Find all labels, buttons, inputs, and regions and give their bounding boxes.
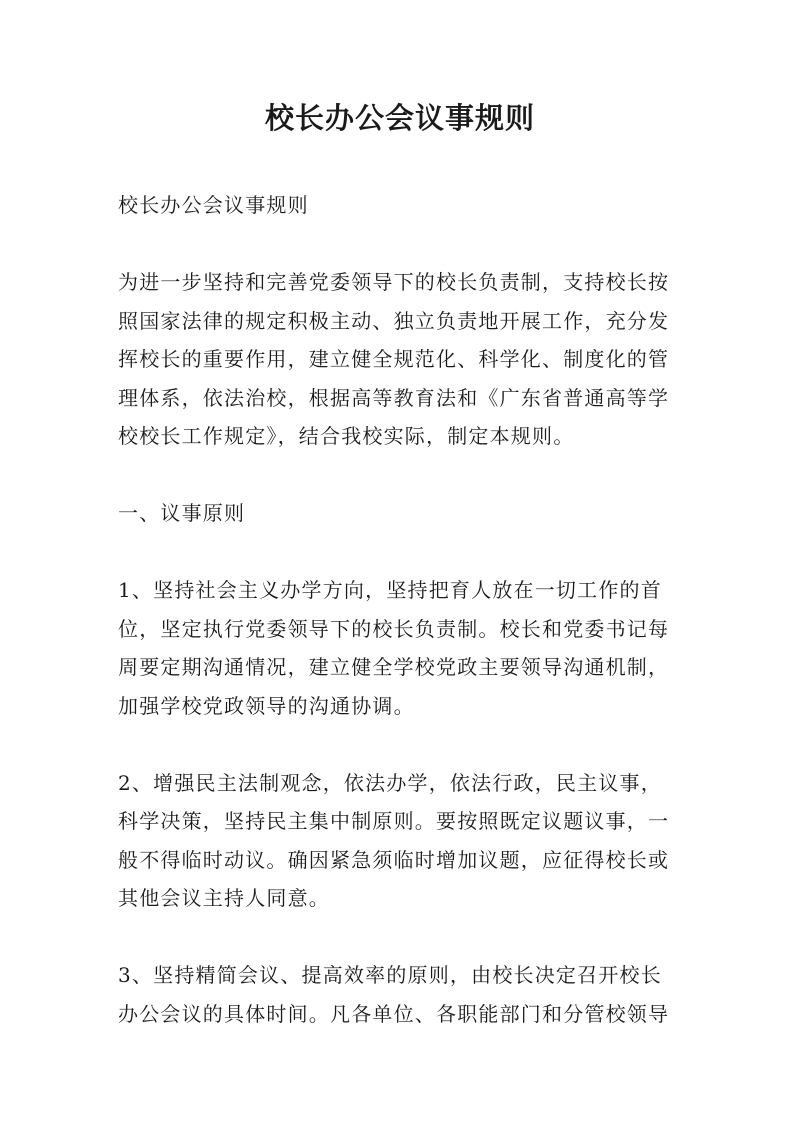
text-line: 般不得临时动议。确因紧急须临时增加议题，应征得校长或 [118, 847, 670, 872]
text-line: 挥校长的重要作用，建立健全规范化、科学化、制度化的管 [118, 347, 670, 371]
text-line: 加强学校党政领导的沟通协调。 [118, 693, 415, 718]
document-title: 校长办公会议事规则 [264, 101, 535, 135]
text-line: 校长办公会议事规则 [118, 193, 309, 217]
text-line: 为进一步坚持和完善党委领导下的校长负责制，支持校长按 [118, 270, 670, 294]
section-heading [118, 494, 684, 533]
rule-paragraph-2 [118, 764, 684, 918]
text-line: 位，坚定执行党委领导下的校长负责制。校长和党委书记每 [118, 616, 670, 641]
text-line: 2、增强民主法制观念，依法办学，依法行政，民主议事， [118, 770, 662, 795]
text-line: 一、议事原则 [118, 501, 246, 525]
text-line: 照国家法律的规定积极主动、独立负责地开展工作，充分发 [118, 308, 670, 333]
text-line: 其他会议主持人同意。 [118, 886, 330, 910]
rule-paragraph-3 [118, 956, 684, 1033]
text-line: 3、坚持精简会议、提高效率的原则，由校长决定召开校长 [118, 963, 662, 987]
text-line: 周要定期沟通情况，建立健全学校党政主要领导沟通机制， [118, 655, 670, 679]
text-line: 1、坚持社会主义办学方向，坚持把育人放在一切工作的首 [118, 578, 662, 602]
text-line: 科学决策，坚持民主集中制原则。要按照既定议题议事，一 [118, 809, 670, 833]
text-line: 理体系，依法治校，根据高等教育法和《广东省普通高等学 [118, 385, 670, 410]
subtitle-paragraph [118, 186, 684, 225]
document-body [118, 186, 684, 1072]
intro-paragraph [118, 263, 684, 456]
text-line: 校校长工作规定》，结合我校实际，制定本规则。 [118, 424, 575, 448]
text-line: 办公会议的具体时间。凡各单位、各职能部门和分管校领导 [118, 1001, 670, 1026]
rule-paragraph-1 [118, 571, 684, 725]
